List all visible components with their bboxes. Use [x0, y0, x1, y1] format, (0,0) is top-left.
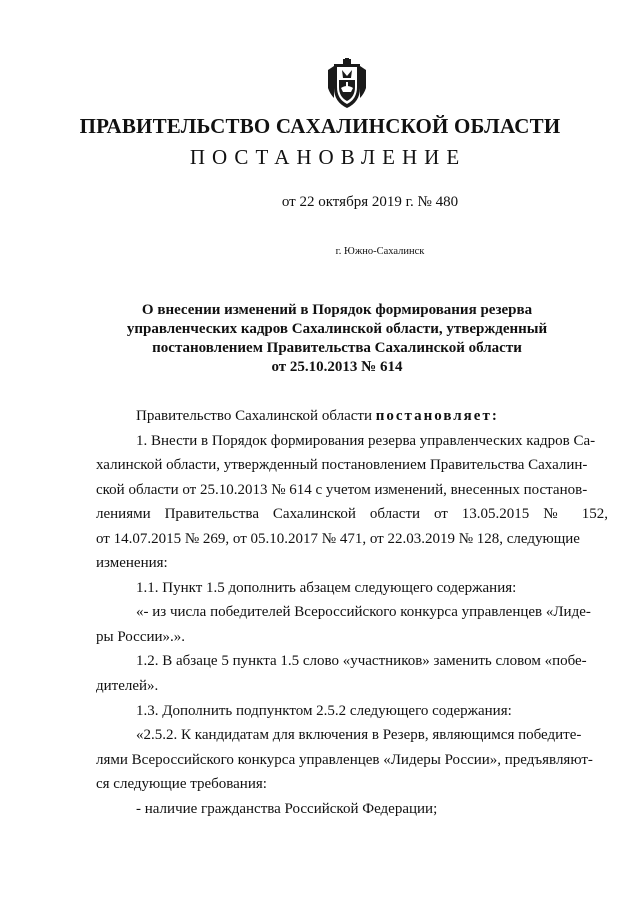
body-line: - наличие гражданства Российской Федерации;: [136, 800, 438, 817]
document-type: ПОСТАНОВЛЕНИЕ: [189, 145, 467, 169]
document-body: [96, 404, 608, 821]
preamble-verb: постановляет:: [375, 408, 499, 424]
coat-of-arms-icon: [326, 58, 368, 110]
organization-title: ПРАВИТЕЛЬСТВО САХАЛИНСКОЙ ОБЛАСТИ: [79, 114, 561, 138]
body-line: «2.5.2. К кандидатам для включения в Резерв, являющимся победите-: [136, 727, 582, 744]
body-line: 1.3. Дополнить подпунктом 2.5.2 следующего содержания:: [136, 702, 512, 719]
body-line: ры России».».: [96, 628, 186, 645]
subject-line: О внесении изменений в Порядок формирования резерва: [141, 302, 533, 318]
preamble-text: Правительство Сахалинской области: [136, 408, 376, 424]
preamble-paragraph: [96, 404, 608, 429]
body-line: от 14.07.2015 № 269, от 05.10.2017 № 471, от 22.03.2019 № 128, следующие: [96, 530, 580, 547]
body-line: изменения:: [96, 555, 168, 572]
body-line: 1. Внести в Порядок формирования резерва управленческих кадров Са-: [136, 432, 596, 449]
document-subject: [110, 301, 564, 377]
body-line: ся следующие требования:: [96, 776, 267, 793]
document-place: г. Южно-Сахалинск: [335, 246, 425, 257]
body-line: 1.2. В абзаце 5 пункта 1.5 слово «участников» заменить словом «побе-: [136, 653, 587, 670]
body-line: «- из числа победителей Всероссийского конкурса управленцев «Лиде-: [136, 604, 591, 621]
body-line: халинской области, утвержденный постановлением Правительства Сахалин-: [96, 457, 588, 474]
body-line: лями Всероссийского конкурса управленцев «Лидеры России», предъявляют-: [96, 751, 593, 768]
body-line: ской области от 25.10.2013 № 614 с учетом изменений, внесенных постанов-: [96, 481, 588, 498]
body-line: дителей».: [96, 678, 159, 695]
body-line: лениями Правительства Сахалинской области от 13.05.2015 № 152,: [96, 506, 608, 523]
subject-line: управленческих кадров Сахалинской области, утвержденный: [126, 321, 548, 337]
subject-line: от 25.10.2013 № 614: [271, 359, 403, 375]
subject-line: постановлением Правительства Сахалинской области: [152, 340, 522, 356]
body-line: 1.1. Пункт 1.5 дополнить абзацем следующего содержания:: [136, 579, 517, 596]
document-date-number: от 22 октября 2019 г. № 480: [281, 194, 459, 210]
